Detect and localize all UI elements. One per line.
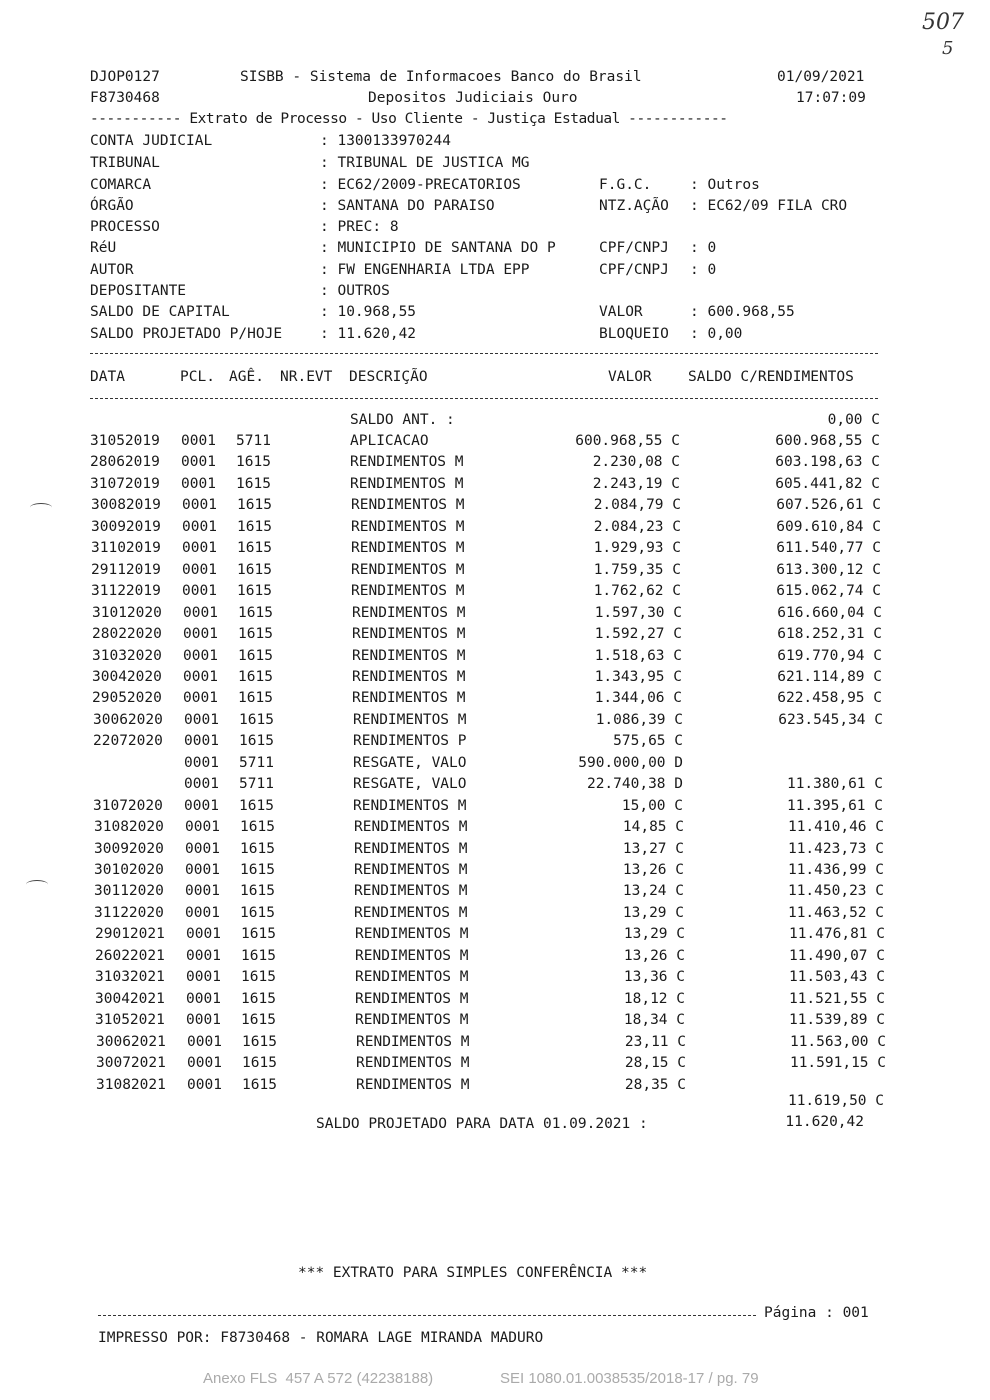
cell-descricao: RENDIMENTOS M bbox=[352, 669, 466, 685]
cell-date: 30112020 bbox=[94, 883, 164, 899]
cell-saldo: 11.591,15 C bbox=[789, 1055, 886, 1071]
reu-cpf-value: : 0 bbox=[690, 240, 717, 256]
cell-pcl: 0001 bbox=[186, 926, 221, 942]
cell-date: 31122020 bbox=[94, 905, 164, 921]
cell-valor: 28,15 C bbox=[624, 1055, 686, 1071]
cell-descricao: RENDIMENTOS M bbox=[351, 562, 465, 578]
cell-valor: 1.597,30 C bbox=[594, 605, 682, 621]
orgao-value: : SANTANA DO PARAISO bbox=[320, 198, 495, 214]
fgc-label: F.G.C. bbox=[599, 177, 652, 193]
cell-saldo: 11.521,55 C bbox=[788, 991, 885, 1007]
processo-value: : PREC: 8 bbox=[320, 219, 399, 235]
table-row bbox=[0, 906, 990, 924]
orgao-label: ÓRGÃO bbox=[90, 198, 134, 214]
cell-date: 29052020 bbox=[92, 690, 162, 706]
saldo-anterior-value: 0,00 C bbox=[827, 412, 880, 428]
cell-descricao: RENDIMENTOS M bbox=[356, 1034, 470, 1050]
table-row bbox=[0, 584, 990, 602]
table-row bbox=[0, 1013, 990, 1031]
cell-date: 30092020 bbox=[94, 841, 164, 857]
projected-balance-label: SALDO PROJETADO PARA DATA 01.09.2021 : bbox=[316, 1116, 648, 1132]
table-row bbox=[0, 520, 990, 538]
table-row bbox=[0, 670, 990, 688]
cell-descricao: RENDIMENTOS M bbox=[355, 991, 469, 1007]
saldo-anterior-label: SALDO ANT. : bbox=[350, 412, 455, 428]
autor-cpf-label: CPF/CNPJ bbox=[599, 262, 669, 278]
cell-valor: 1.343,95 C bbox=[594, 669, 682, 685]
col-header-data: DATA bbox=[90, 369, 125, 385]
table-row bbox=[0, 691, 990, 709]
cell-pcl: 0001 bbox=[181, 476, 216, 492]
cell-pcl: 0001 bbox=[183, 626, 218, 642]
cell-pcl: 0001 bbox=[181, 454, 216, 470]
cell-date: 28022020 bbox=[92, 626, 162, 642]
col-header-agencia: AGÊ. bbox=[229, 369, 264, 385]
cell-valor: 23,11 C bbox=[624, 1034, 686, 1050]
cell-valor: 13,26 C bbox=[622, 862, 684, 878]
cell-date: 30072021 bbox=[96, 1055, 166, 1071]
cell-descricao: RENDIMENTOS M bbox=[353, 798, 467, 814]
cell-saldo: 622.458,95 C bbox=[777, 690, 882, 706]
table-row bbox=[0, 820, 990, 838]
table-row bbox=[0, 563, 990, 581]
cell-valor: 1.344,06 C bbox=[594, 690, 682, 706]
cell-date: 31082020 bbox=[94, 819, 164, 835]
col-header-nrevt: NR.EVT bbox=[280, 369, 333, 385]
cell-saldo: 11.436,99 C bbox=[787, 862, 884, 878]
cell-saldo: 11.395,61 C bbox=[786, 798, 883, 814]
cell-descricao: RENDIMENTOS M bbox=[351, 540, 465, 556]
col-header-saldo: SALDO C/RENDIMENTOS bbox=[688, 369, 854, 385]
cell-saldo: 621.114,89 C bbox=[777, 669, 882, 685]
cell-valor: 590.000,00 D bbox=[578, 755, 683, 771]
table-row bbox=[0, 756, 990, 774]
table-row bbox=[0, 434, 990, 452]
page-number: Página : 001 bbox=[764, 1305, 869, 1321]
cell-agencia: 1615 bbox=[238, 626, 273, 642]
cell-saldo: 11.423,73 C bbox=[787, 841, 884, 857]
cell-valor: 1.592,27 C bbox=[594, 626, 682, 642]
cell-saldo: 613.300,12 C bbox=[776, 562, 881, 578]
cell-valor: 2.230,08 C bbox=[592, 454, 680, 470]
cell-pcl: 0001 bbox=[185, 862, 220, 878]
cell-descricao: RENDIMENTOS M bbox=[352, 605, 466, 621]
cell-valor: 1.762,62 C bbox=[593, 583, 681, 599]
cell-valor: 13,26 C bbox=[623, 948, 685, 964]
cell-descricao: RENDIMENTOS M bbox=[354, 883, 468, 899]
cell-date: 26022021 bbox=[95, 948, 165, 964]
cell-agencia: 5711 bbox=[239, 755, 274, 771]
valor-label: VALOR bbox=[599, 304, 643, 320]
separator-line bbox=[98, 1315, 756, 1316]
cell-pcl: 0001 bbox=[185, 841, 220, 857]
cell-valor: 18,12 C bbox=[623, 991, 685, 1007]
user-id: F8730468 bbox=[90, 90, 160, 106]
cell-agencia: 5711 bbox=[239, 776, 274, 792]
cell-date: 31032020 bbox=[92, 648, 162, 664]
cell-valor: 600.968,55 C bbox=[575, 433, 680, 449]
cell-descricao: RENDIMENTOS M bbox=[350, 476, 464, 492]
handwritten-sub-number: 5 bbox=[942, 38, 954, 59]
comarca-label: COMARCA bbox=[90, 177, 152, 193]
cell-descricao: RENDIMENTOS M bbox=[354, 819, 468, 835]
cell-date: 31122019 bbox=[91, 583, 161, 599]
cell-pcl: 0001 bbox=[184, 798, 219, 814]
cell-descricao: RENDIMENTOS M bbox=[355, 948, 469, 964]
cell-date: 29112019 bbox=[91, 562, 161, 578]
cell-date: 30102020 bbox=[94, 862, 164, 878]
cell-saldo: 11.563,00 C bbox=[789, 1034, 886, 1050]
table-row bbox=[0, 649, 990, 667]
cell-valor: 13,29 C bbox=[622, 905, 684, 921]
cell-pcl: 0001 bbox=[185, 819, 220, 835]
cell-agencia: 1615 bbox=[238, 605, 273, 621]
cell-agencia: 5711 bbox=[236, 433, 271, 449]
cell-date: 31072020 bbox=[93, 798, 163, 814]
cell-descricao: RENDIMENTOS M bbox=[356, 1077, 470, 1093]
col-header-pcl: PCL. bbox=[180, 369, 215, 385]
report-subtitle: Depositos Judiciais Ouro bbox=[368, 90, 578, 106]
cell-pcl: 0001 bbox=[184, 733, 219, 749]
cell-agencia: 1615 bbox=[242, 1055, 277, 1071]
cell-date: 30042021 bbox=[95, 991, 165, 1007]
depositante-label: DEPOSITANTE bbox=[90, 283, 187, 299]
cell-agencia: 1615 bbox=[240, 819, 275, 835]
cell-valor: 13,29 C bbox=[623, 926, 685, 942]
cell-saldo: 11.539,89 C bbox=[788, 1012, 885, 1028]
cell-agencia: 1615 bbox=[238, 690, 273, 706]
cell-saldo: 11.410,46 C bbox=[787, 819, 884, 835]
conta-label: CONTA JUDICIAL bbox=[90, 133, 213, 149]
cell-date: 31052019 bbox=[90, 433, 160, 449]
cell-descricao: RENDIMENTOS M bbox=[352, 626, 466, 642]
cell-pcl: 0001 bbox=[185, 883, 220, 899]
cell-date: 31052021 bbox=[95, 1012, 165, 1028]
cell-saldo: 615.062,74 C bbox=[776, 583, 881, 599]
cell-date: 31082021 bbox=[96, 1077, 166, 1093]
cell-descricao: RENDIMENTOS M bbox=[355, 1012, 469, 1028]
cell-descricao: RESGATE, VALO bbox=[353, 776, 467, 792]
cell-saldo: 623.545,34 C bbox=[778, 712, 883, 728]
cell-saldo: 11.380,61 C bbox=[786, 776, 883, 792]
cell-pcl: 0001 bbox=[186, 948, 221, 964]
table-row bbox=[0, 949, 990, 967]
table-row bbox=[0, 455, 990, 473]
cell-agencia: 1615 bbox=[237, 497, 272, 513]
cell-descricao: RENDIMENTOS M bbox=[355, 969, 469, 985]
cell-agencia: 1615 bbox=[239, 733, 274, 749]
cell-pcl: 0001 bbox=[183, 605, 218, 621]
cell-saldo: 11.476,81 C bbox=[788, 926, 885, 942]
cell-agencia: 1615 bbox=[240, 905, 275, 921]
sei-reference: SEI 1080.01.0038535/2018-17 / pg. 79 bbox=[500, 1370, 759, 1387]
cell-agencia: 1615 bbox=[237, 562, 272, 578]
cell-pcl: 0001 bbox=[186, 1012, 221, 1028]
saldo-projetado-value: : 11.620,42 bbox=[320, 326, 417, 342]
cell-date: 28062019 bbox=[90, 454, 160, 470]
cell-valor: 2.084,23 C bbox=[593, 519, 681, 535]
cell-descricao: RENDIMENTOS M bbox=[353, 712, 467, 728]
separator-line bbox=[90, 398, 878, 399]
cell-valor: 1.759,35 C bbox=[593, 562, 681, 578]
tribunal-label: TRIBUNAL bbox=[90, 155, 160, 171]
cell-date: 30062020 bbox=[93, 712, 163, 728]
cell-date: 31032021 bbox=[95, 969, 165, 985]
cell-pcl: 0001 bbox=[184, 755, 219, 771]
cell-pcl: 0001 bbox=[182, 497, 217, 513]
table-row bbox=[0, 1056, 990, 1074]
cell-date: 22072020 bbox=[93, 733, 163, 749]
cell-agencia: 1615 bbox=[241, 948, 276, 964]
conference-notice: *** EXTRATO PARA SIMPLES CONFERÊNCIA *** bbox=[298, 1265, 648, 1281]
fgc-value: : Outros bbox=[690, 177, 760, 193]
cell-valor: 1.929,93 C bbox=[593, 540, 681, 556]
table-row bbox=[0, 541, 990, 559]
cell-valor: 1.518,63 C bbox=[594, 648, 682, 664]
processo-label: PROCESSO bbox=[90, 219, 160, 235]
cell-pcl: 0001 bbox=[184, 776, 219, 792]
cell-agencia: 1615 bbox=[240, 862, 275, 878]
cell-agencia: 1615 bbox=[241, 969, 276, 985]
cell-valor: 22.740,38 D bbox=[586, 776, 683, 792]
autor-label: AUTOR bbox=[90, 262, 134, 278]
cell-pcl: 0001 bbox=[182, 562, 217, 578]
cell-valor: 13,27 C bbox=[622, 841, 684, 857]
annex-reference: Anexo FLS 457 A 572 (42238188) bbox=[203, 1370, 434, 1387]
cell-date: 30092019 bbox=[91, 519, 161, 535]
saldo-capital-label: SALDO DE CAPITAL bbox=[90, 304, 230, 320]
cell-descricao: RESGATE, VALO bbox=[353, 755, 467, 771]
cell-pcl: 0001 bbox=[183, 669, 218, 685]
table-row bbox=[0, 842, 990, 860]
autor-value: : FW ENGENHARIA LTDA EPP bbox=[320, 262, 530, 278]
cell-agencia: 1615 bbox=[242, 1034, 277, 1050]
cell-descricao: RENDIMENTOS M bbox=[354, 905, 468, 921]
cell-agencia: 1615 bbox=[240, 841, 275, 857]
cell-descricao: APLICACAO bbox=[350, 433, 429, 449]
cell-valor: 28,35 C bbox=[624, 1077, 686, 1093]
cell-saldo: 616.660,04 C bbox=[777, 605, 882, 621]
cell-date: 31102019 bbox=[91, 540, 161, 556]
cell-valor: 1.086,39 C bbox=[595, 712, 683, 728]
cell-saldo: 11.503,43 C bbox=[788, 969, 885, 985]
final-balance: 11.619,50 C bbox=[787, 1093, 884, 1109]
ntz-acao-label: NTZ.AÇÃO bbox=[599, 198, 669, 214]
report-date: 01/09/2021 bbox=[777, 69, 865, 85]
cell-pcl: 0001 bbox=[187, 1034, 222, 1050]
cell-pcl: 0001 bbox=[185, 905, 220, 921]
cell-agencia: 1615 bbox=[237, 540, 272, 556]
cell-date: 30062021 bbox=[96, 1034, 166, 1050]
cell-saldo: 605.441,82 C bbox=[775, 476, 880, 492]
reu-value: : MUNICIPIO DE SANTANA DO P bbox=[320, 240, 556, 256]
cell-pcl: 0001 bbox=[186, 969, 221, 985]
table-row bbox=[0, 606, 990, 624]
cell-pcl: 0001 bbox=[183, 648, 218, 664]
reu-label: RéU bbox=[90, 240, 117, 256]
cell-agencia: 1615 bbox=[241, 926, 276, 942]
cell-agencia: 1615 bbox=[236, 476, 271, 492]
saldo-capital-value: : 10.968,55 bbox=[320, 304, 417, 320]
table-row bbox=[0, 863, 990, 881]
system-title: SISBB - Sistema de Informacoes Banco do Brasil bbox=[240, 69, 642, 85]
projected-balance-value: 11.620,42 bbox=[785, 1114, 864, 1130]
cell-agencia: 1615 bbox=[238, 648, 273, 664]
cell-date: 30042020 bbox=[92, 669, 162, 685]
cell-descricao: RENDIMENTOS M bbox=[356, 1055, 470, 1071]
system-code: DJOP0127 bbox=[90, 69, 160, 85]
cell-valor: 575,65 C bbox=[613, 733, 683, 749]
conta-value: : 1300133970244 bbox=[320, 133, 451, 149]
report-title: ----------- Extrato de Processo - Uso Cliente - Justiça Estadual ------------ bbox=[90, 111, 728, 127]
cell-date: 30082019 bbox=[91, 497, 161, 513]
cell-agencia: 1615 bbox=[236, 454, 271, 470]
col-header-valor: VALOR bbox=[608, 369, 652, 385]
table-row bbox=[0, 498, 990, 516]
report-time: 17:07:09 bbox=[796, 90, 866, 106]
cell-descricao: RENDIMENTOS M bbox=[352, 690, 466, 706]
table-row bbox=[0, 799, 990, 817]
saldo-projetado-label: SALDO PROJETADO P/HOJE bbox=[90, 326, 283, 342]
valor-value: : 600.968,55 bbox=[690, 304, 795, 320]
printed-by: IMPRESSO POR: F8730468 - ROMARA LAGE MIRANDA MADURO bbox=[98, 1330, 544, 1346]
handwritten-page-number: 507 bbox=[922, 10, 964, 35]
table-row bbox=[0, 734, 990, 752]
cell-date: 31072019 bbox=[90, 476, 160, 492]
cell-descricao: RENDIMENTOS M bbox=[354, 841, 468, 857]
cell-valor: 13,36 C bbox=[623, 969, 685, 985]
cell-agencia: 1615 bbox=[237, 583, 272, 599]
cell-pcl: 0001 bbox=[183, 690, 218, 706]
cell-descricao: RENDIMENTOS M bbox=[351, 497, 465, 513]
table-row bbox=[0, 713, 990, 731]
depositante-value: : OUTROS bbox=[320, 283, 390, 299]
cell-pcl: 0001 bbox=[187, 1055, 222, 1071]
bloqueio-value: : 0,00 bbox=[690, 326, 743, 342]
cell-saldo: 600.968,55 C bbox=[775, 433, 880, 449]
cell-agencia: 1615 bbox=[239, 798, 274, 814]
cell-descricao: RENDIMENTOS M bbox=[351, 583, 465, 599]
cell-descricao: RENDIMENTOS M bbox=[351, 519, 465, 535]
cell-agencia: 1615 bbox=[237, 519, 272, 535]
tribunal-value: : TRIBUNAL DE JUSTICA MG bbox=[320, 155, 530, 171]
cell-pcl: 0001 bbox=[182, 540, 217, 556]
cell-valor: 15,00 C bbox=[621, 798, 683, 814]
table-row bbox=[0, 1035, 990, 1053]
reu-cpf-label: CPF/CNPJ bbox=[599, 240, 669, 256]
comarca-value: : EC62/2009-PRECATORIOS bbox=[320, 177, 521, 193]
table-row bbox=[0, 927, 990, 945]
cell-descricao: RENDIMENTOS M bbox=[354, 862, 468, 878]
cell-agencia: 1615 bbox=[241, 991, 276, 1007]
autor-cpf-value: : 0 bbox=[690, 262, 717, 278]
cell-pcl: 0001 bbox=[182, 519, 217, 535]
cell-saldo: 611.540,77 C bbox=[776, 540, 881, 556]
table-row bbox=[0, 884, 990, 902]
cell-descricao: RENDIMENTOS M bbox=[352, 648, 466, 664]
cell-descricao: RENDIMENTOS P bbox=[353, 733, 467, 749]
cell-descricao: RENDIMENTOS M bbox=[350, 454, 464, 470]
cell-saldo: 11.490,07 C bbox=[788, 948, 885, 964]
cell-saldo: 619.770,94 C bbox=[777, 648, 882, 664]
table-row bbox=[0, 477, 990, 495]
cell-agencia: 1615 bbox=[241, 1012, 276, 1028]
cell-saldo: 11.450,23 C bbox=[787, 883, 884, 899]
cell-pcl: 0001 bbox=[182, 583, 217, 599]
table-row bbox=[0, 777, 990, 795]
cell-agencia: 1615 bbox=[239, 712, 274, 728]
cell-saldo: 11.463,52 C bbox=[787, 905, 884, 921]
cell-valor: 2.084,79 C bbox=[593, 497, 681, 513]
cell-descricao: RENDIMENTOS M bbox=[355, 926, 469, 942]
cell-saldo: 607.526,61 C bbox=[776, 497, 881, 513]
cell-date: 29012021 bbox=[95, 926, 165, 942]
cell-agencia: 1615 bbox=[238, 669, 273, 685]
cell-saldo: 603.198,63 C bbox=[775, 454, 880, 470]
cell-agencia: 1615 bbox=[242, 1077, 277, 1093]
cell-saldo: 609.610,84 C bbox=[776, 519, 881, 535]
cell-agencia: 1615 bbox=[240, 883, 275, 899]
col-header-descricao: DESCRIÇÃO bbox=[349, 369, 428, 385]
table-row bbox=[0, 992, 990, 1010]
bloqueio-label: BLOQUEIO bbox=[599, 326, 669, 342]
table-row bbox=[0, 627, 990, 645]
cell-pcl: 0001 bbox=[186, 991, 221, 1007]
cell-valor: 2.243,19 C bbox=[592, 476, 680, 492]
cell-valor: 18,34 C bbox=[623, 1012, 685, 1028]
cell-pcl: 0001 bbox=[184, 712, 219, 728]
cell-saldo: 618.252,31 C bbox=[777, 626, 882, 642]
cell-valor: 13,24 C bbox=[622, 883, 684, 899]
cell-pcl: 0001 bbox=[181, 433, 216, 449]
cell-date: 31012020 bbox=[92, 605, 162, 621]
ntz-acao-value: : EC62/09 FILA CRO bbox=[690, 198, 848, 214]
cell-valor: 14,85 C bbox=[622, 819, 684, 835]
separator-line bbox=[90, 353, 878, 354]
cell-pcl: 0001 bbox=[187, 1077, 222, 1093]
table-row bbox=[0, 970, 990, 988]
